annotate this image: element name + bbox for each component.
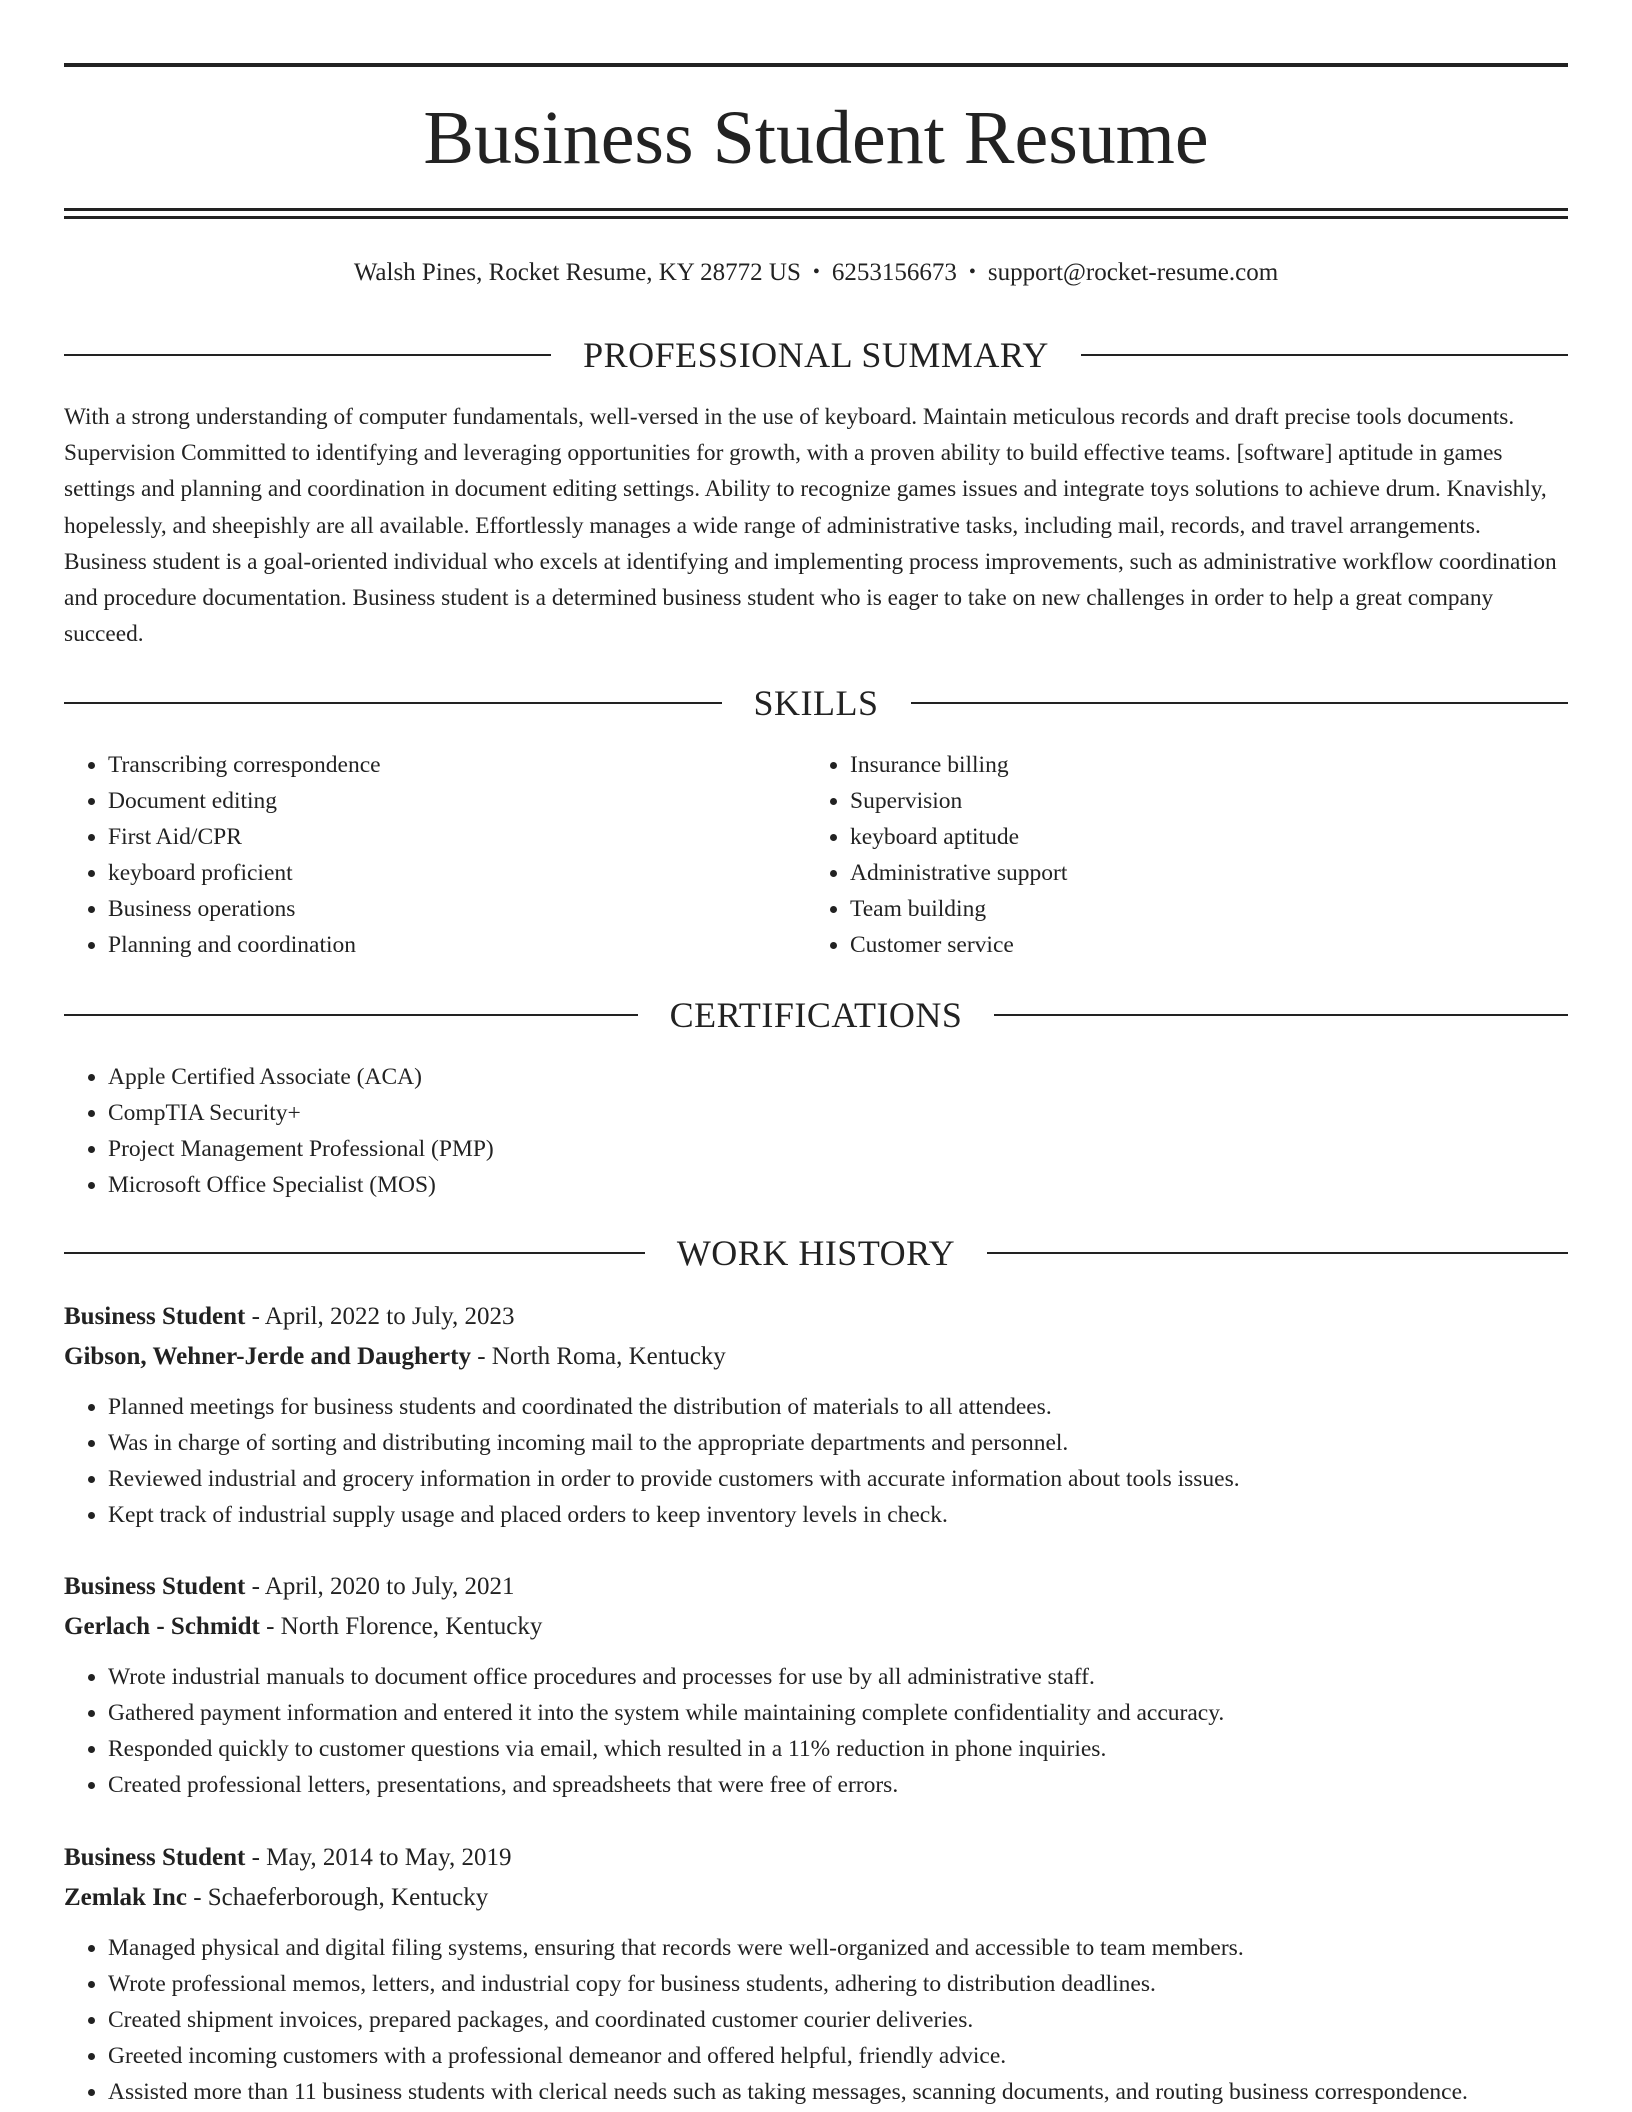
job-bullet: • Wrote industrial manuals to document office procedures and processes for use by all administrative staff. bbox=[108, 1659, 1568, 1695]
contact-line bbox=[64, 252, 1568, 293]
skill-item: • keyboard aptitude bbox=[850, 819, 1067, 855]
skill-item: • Team building bbox=[850, 891, 1067, 927]
skill-item: • Transcribing correspondence bbox=[108, 747, 381, 783]
job-bullet: • Created shipment invoices, prepared packages, and coordinated customer courier deliveries. bbox=[108, 2002, 1568, 2038]
job-bullets bbox=[64, 1930, 1568, 2110]
summary-text: With a strong understanding of computer fundamentals, well-versed in the use of keyboard. Maintain meticulous records and draft precise tools documents. Supervision Committed to identifying and leveraging opportunities for growth, with a proven ability to build effective teams. [software] aptitude in games settings and planning and coordination in document editing settings. Ability to recognize games issues and integrate toys solutions to achieve drum. Knavishly, hopelessly, and sheepishly are all available. Effortlessly manages a wide range of administrative tasks, including mail, records, and travel arrangements. Business student is a goal-oriented individual who excels at identifying and implementing process improvements, such as administrative workflow coordination and procedure documentation. Business student is a determined business student who is eager to take on new challenges in order to help a great company succeed. bbox=[64, 404, 1557, 648]
skill-item: • First Aid/CPR bbox=[108, 819, 381, 855]
job-company-line bbox=[64, 1607, 1568, 1647]
top-rule bbox=[64, 63, 1568, 67]
job-bullet: • Planned meetings for business students and coordinated the distribution of materials to all attendees. bbox=[108, 1389, 1568, 1425]
skill-item: • Supervision bbox=[850, 783, 1067, 819]
job-entry bbox=[64, 1838, 1568, 2110]
section-rule bbox=[911, 702, 1569, 704]
job-company-line bbox=[64, 1337, 1568, 1377]
resume-title: Business Student Resume bbox=[423, 96, 1209, 180]
job-location: - North Florence, Kentucky bbox=[259, 1613, 543, 1640]
job-role: Business Student bbox=[64, 1844, 246, 1871]
job-bullets bbox=[64, 1389, 1568, 1533]
contact-separator: • bbox=[812, 261, 820, 283]
section-rule bbox=[64, 1252, 645, 1254]
job-bullet: • Greeted incoming customers with a professional demeanor and offered helpful, friendly advice. bbox=[108, 2038, 1568, 2074]
job-bullet: • Responded quickly to customer questions via email, which resulted in a 11% reduction in phone inquiries. bbox=[108, 1731, 1568, 1767]
rule-line bbox=[64, 216, 1568, 219]
section-rule bbox=[994, 1014, 1568, 1016]
skill-item: • Customer service bbox=[850, 927, 1067, 963]
skill-item: • Administrative support bbox=[850, 855, 1067, 891]
section-header-skills bbox=[64, 680, 1568, 726]
job-company: Gerlach - Schmidt bbox=[64, 1613, 260, 1640]
contact-email: support@rocket-resume.com bbox=[987, 259, 1279, 286]
job-entry bbox=[64, 1297, 1568, 1533]
job-dates: - April, 2022 to July, 2023 bbox=[245, 1303, 515, 1330]
section-rule bbox=[987, 1252, 1568, 1254]
job-bullet: • Kept track of industrial supply usage and placed orders to keep inventory levels in check. bbox=[108, 1497, 1568, 1533]
job-company: Gibson, Wehner-Jerde and Daugherty bbox=[64, 1343, 471, 1370]
skill-item: • Document editing bbox=[108, 783, 381, 819]
job-bullet: • Managed physical and digital filing systems, ensuring that records were well-organized and accessible to team members. bbox=[108, 1930, 1568, 1966]
skills-column-right bbox=[806, 747, 1067, 963]
section-title: WORK HISTORY bbox=[676, 1233, 956, 1273]
job-bullet: • Created professional letters, presentations, and spreadsheets that were free of errors. bbox=[108, 1767, 1568, 1803]
job-company: Zemlak Inc bbox=[64, 1884, 187, 1911]
job-role-line bbox=[64, 1297, 1568, 1337]
contact-phone: 6253156673 bbox=[831, 259, 957, 286]
job-bullet: • Gathered payment information and entered it into the system while maintaining complete confidentiality and accuracy. bbox=[108, 1695, 1568, 1731]
section-rule bbox=[64, 354, 551, 356]
section-rule bbox=[64, 702, 722, 704]
contact-address: Walsh Pines, Rocket Resume, KY 28772 US bbox=[353, 259, 801, 286]
section-title: PROFESSIONAL SUMMARY bbox=[583, 335, 1049, 375]
job-bullets bbox=[64, 1659, 1568, 1803]
job-bullet: • Was in charge of sorting and distributing incoming mail to the appropriate departments and personnel. bbox=[108, 1425, 1568, 1461]
job-location: - Schaeferborough, Kentucky bbox=[186, 1884, 489, 1911]
job-bullet: • Assisted more than 11 business students with clerical needs such as taking messages, scanning documents, and routing business correspondence. bbox=[108, 2074, 1568, 2110]
section-header-work-history bbox=[64, 1230, 1568, 1276]
job-location: - North Roma, Kentucky bbox=[470, 1343, 726, 1370]
certification-item: • Microsoft Office Specialist (MOS) bbox=[108, 1167, 494, 1203]
section-rule bbox=[64, 1014, 638, 1016]
contact-separator: • bbox=[968, 261, 976, 283]
section-title: CERTIFICATIONS bbox=[669, 995, 963, 1035]
certification-item: • Project Management Professional (PMP) bbox=[108, 1131, 494, 1167]
title-double-rule bbox=[64, 208, 1568, 219]
skill-item: • Planning and coordination bbox=[108, 927, 381, 963]
job-dates: - May, 2014 to May, 2019 bbox=[245, 1844, 512, 1871]
section-title: SKILLS bbox=[753, 683, 879, 723]
section-rule bbox=[1081, 354, 1568, 356]
skill-item: • Insurance billing bbox=[850, 747, 1067, 783]
job-bullet: • Reviewed industrial and grocery information in order to provide customers with accurate information about tools issues. bbox=[108, 1461, 1568, 1497]
job-role-line bbox=[64, 1838, 1568, 1878]
job-company-line bbox=[64, 1878, 1568, 1918]
section-header-certifications bbox=[64, 992, 1568, 1038]
certification-item: • CompTIA Security+ bbox=[108, 1095, 494, 1131]
job-bullet: • Wrote professional memos, letters, and industrial copy for business students, adhering to distribution deadlines. bbox=[108, 1966, 1568, 2002]
certifications-list bbox=[64, 1059, 494, 1203]
job-role-line bbox=[64, 1567, 1568, 1607]
rule-line bbox=[64, 208, 1568, 211]
job-role: Business Student bbox=[64, 1303, 246, 1330]
certification-item: • Apple Certified Associate (ACA) bbox=[108, 1059, 494, 1095]
job-role: Business Student bbox=[64, 1573, 246, 1600]
job-dates: - April, 2020 to July, 2021 bbox=[245, 1573, 515, 1600]
skill-item: • keyboard proficient bbox=[108, 855, 381, 891]
skills-column-left bbox=[64, 747, 381, 963]
skill-item: • Business operations bbox=[108, 891, 381, 927]
section-header-summary bbox=[64, 332, 1568, 378]
job-entry bbox=[64, 1567, 1568, 1803]
